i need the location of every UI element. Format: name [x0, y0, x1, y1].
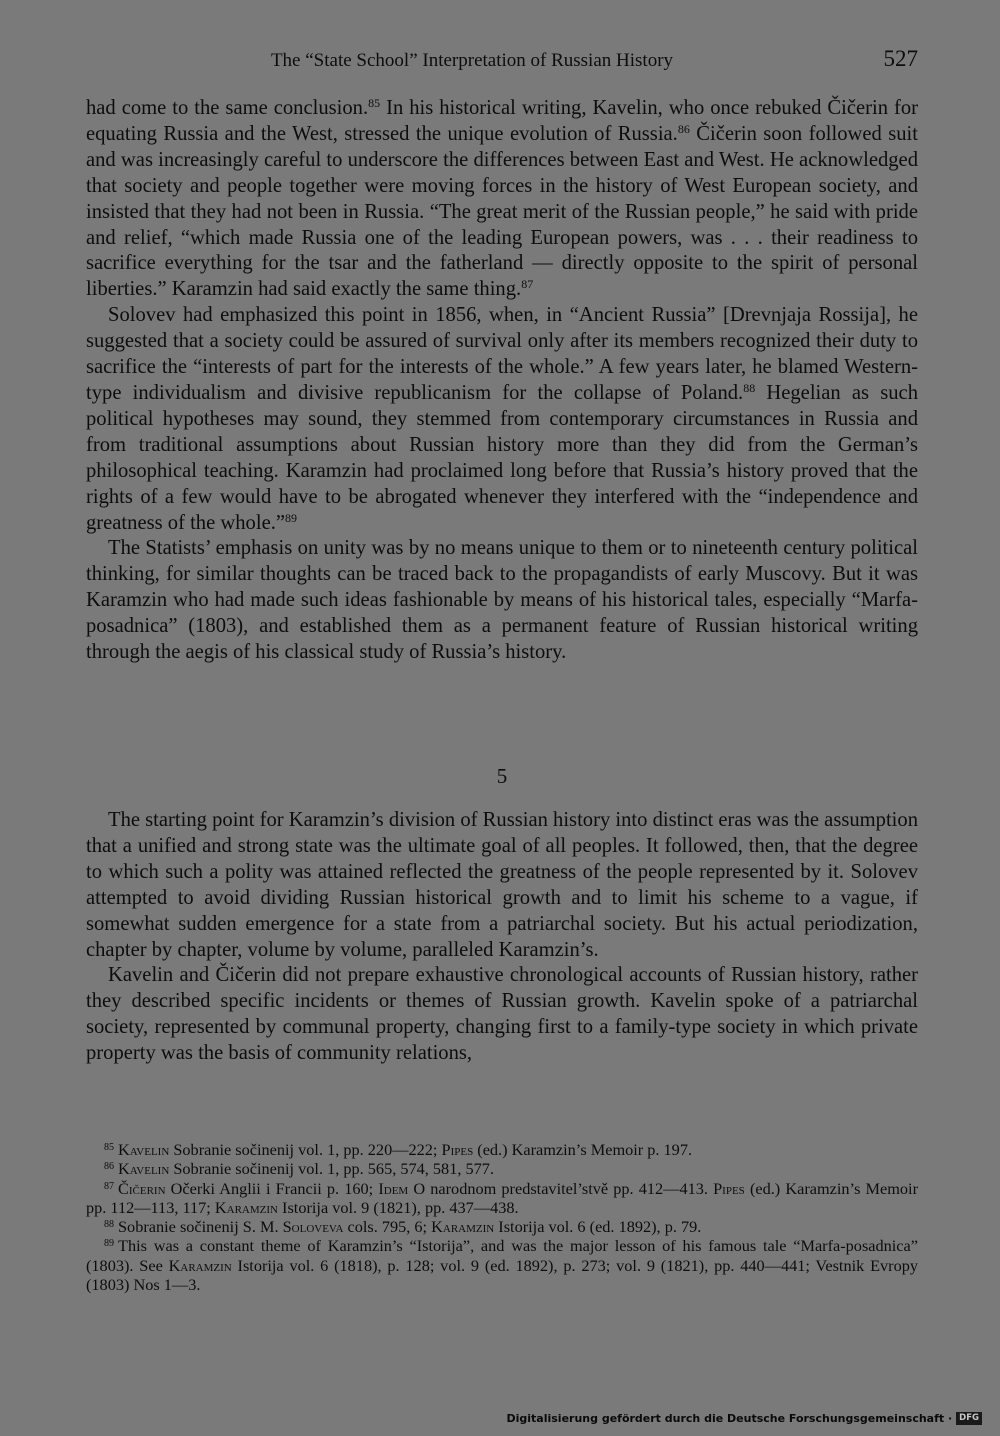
author-name: Solovеva — [282, 1217, 344, 1237]
paragraph — [86, 808, 918, 963]
text-run: Istorija vol. 9 (1821), pp. 437—438. — [277, 1197, 519, 1217]
footnote-number: 85 — [104, 1142, 114, 1153]
footnote-number: 87 — [104, 1180, 114, 1192]
footnote-reference: 85 — [368, 96, 381, 110]
footnote — [86, 1236, 918, 1294]
author-name: Kavelin — [118, 1159, 170, 1179]
paragraph — [86, 963, 918, 1067]
text-run: Sobranie sočinenij vol. 1, pp. 220—222; — [169, 1140, 442, 1159]
text-run: Hegelian as such political hypotheses may sound, they stemmed from contemporary circumstances in Russia and from traditional assumptions about Russian history more than they did from the German’s philosophical teaching. Karamzin had proclaimed long before that Russia’s history proved that the rights of a few would have to be abrogated whenever they interfered with the “independence and greatness of the whole.” — [86, 381, 918, 534]
text-run: Kavelin and Čičerin did not prepare exhaustive chronological accounts of Russian history, rather they described specific incidents or themes of Russian growth. Kavelin spoke of a patriarchal society, represented by communal property, changing first to a family-type society in which private property was the basis of community relations, — [86, 964, 918, 1065]
text-run: The Statists’ emphasis on unity was by no means unique to them or to nineteenth century political thinking, for similar thoughts can be traced back to the propagandists of early Muscovy. But it was Karamzin who had made such ideas fashionable by means of his historical tales, especially “Marfa-posadnica” (1803), and established them as a permanent feature of Russian historical writing through the aegis of his classical study of Russia’s history. — [86, 537, 918, 664]
footnote-number: 88 — [104, 1219, 114, 1231]
text-run: Solovev had emphasized this point in 1856, when, in “Ancient Russia” [Drevnjaja Rossija], he suggested that a society could be assured of survival only after its members recognized their duty to sacrifice the “interests of part for the interests of the whole.” A few years later, he blamed Western-type individualism and divisive republicanism for the collapse of Poland. — [86, 304, 918, 404]
footnote — [86, 1179, 918, 1218]
page-number: 527 — [883, 46, 918, 71]
author-name: Kavelin — [118, 1140, 170, 1159]
author-name: Pipes — [713, 1178, 745, 1198]
section-number: 5 — [496, 764, 508, 788]
running-title: The “State School” Interpretation of Russian History — [270, 50, 674, 71]
paragraph — [86, 303, 918, 536]
footnote-reference: 87 — [521, 277, 534, 292]
author-name: Idem — [378, 1178, 409, 1198]
footnote — [86, 1159, 918, 1178]
text-run: had come to the same conclusion. — [86, 97, 369, 119]
paragraph — [86, 536, 918, 666]
credit-text: Digitalisierung gefördert durch die Deutsche Forschungsgemeinschaft · — [506, 1412, 953, 1425]
footnote-reference: 86 — [677, 121, 690, 136]
footnote-number: 86 — [104, 1161, 114, 1173]
text-run: Istorija vol. 6 (ed. 1892), p. 79. — [494, 1217, 702, 1237]
text-run: Očerki Anglii i Francii p. 160; — [165, 1178, 379, 1198]
author-name: Pipes — [441, 1140, 474, 1159]
dfg-logo: DFG — [956, 1412, 982, 1425]
footnote-reference: 88 — [743, 380, 756, 395]
footnote — [86, 1140, 918, 1159]
text-run: Istorija vol. 6 (1818), p. 128; vol. 9 (ed. 1892), p. 273; vol. 9 (1821), pp. 440—441; Vestnik Evropy (1803) Nos 1—3. — [86, 1255, 918, 1295]
page-header — [86, 44, 918, 76]
digitization-credit — [506, 1412, 982, 1425]
text-run: Sobranie sočinenij vol. 1, pp. 565, 574, 581, 577. — [169, 1159, 494, 1179]
body-text-top — [86, 96, 918, 666]
footnote — [86, 1217, 918, 1236]
text-run: In his historical writing, Kavelin, who once rebuked Čičerin for equating Russia and the West, stressed the unique evolution of Russia. — [86, 97, 919, 145]
text-run: (ed.) Karamzin’s Memoir p. 197. — [473, 1140, 693, 1159]
body-text-bottom — [86, 808, 918, 1067]
text-run: (ed.) Karamzin’s Memoir pp. 112—113, 117; — [86, 1178, 919, 1217]
footnote-reference: 89 — [285, 510, 297, 525]
text-run: O narodnom predstavitel’stvě pp. 412—413. — [408, 1178, 714, 1198]
text-run: This was a constant theme of Karamzin’s “Istorija”, and was the major lesson of his famous tale “Marfa-posadnica” (1803). See — [86, 1236, 918, 1275]
text-run: Čičerin soon followed suit and was increasingly careful to underscore the differences between East and West. He acknowledged that society and people together were moving forces in the history of West European society, and insisted that they had not been in Russia. “The great merit of the Russian people,” he said with pride and relief, “which made Russia one of the leading European powers, was . . . their readiness to sacrifice everything for the tsar and the fatherland — directly opposite to the spirit of personal liberties.” Karamzin had said exactly the same thing. — [86, 122, 918, 301]
author-name: Karamzin — [214, 1197, 278, 1217]
text-run: cols. 795, 6; — [343, 1217, 432, 1237]
paragraph — [86, 96, 918, 303]
text-run: The starting point for Karamzin’s division of Russian history into distinct eras was the assumption that a unified and strong state was the ultimate goal of all peoples. It followed, then, that the degree to which such a polity was attained reflected the greatness of the people represented by it. Solovev attempted to avoid dividing Russian historical growth and to limit his scheme to a vague, if somewhat sudden emergence for a state from a patriarchal society. But his actual periodization, chapter by chapter, volume by volume, paralleled Karamzin’s. — [86, 809, 918, 961]
author-name: Karamzin — [168, 1255, 232, 1275]
footnotes — [86, 1140, 918, 1294]
footnote-number: 89 — [104, 1238, 114, 1250]
author-name: Čičerin — [118, 1178, 166, 1198]
text-run: Sobranie sočinenij S. M. — [118, 1217, 283, 1237]
author-name: Karamzin — [431, 1217, 495, 1237]
